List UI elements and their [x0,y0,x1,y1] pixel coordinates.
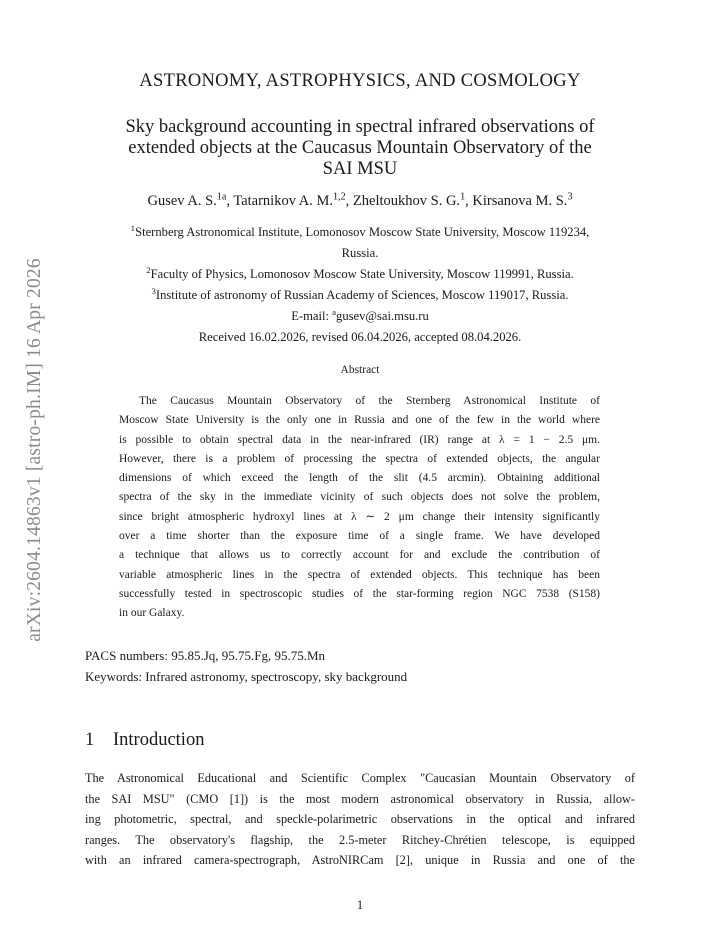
email-label: E-mail: [291,309,333,323]
abstract-line: since bright atmospheric hydroxyl lines at λ ∼ 2 μm change their intensity significantly [119,510,600,523]
abstract-heading: Abstract [340,364,380,376]
abstract-line: dimensions of which exceed the length of the slit (4.5 arcmin). Obtaining additional [119,472,600,485]
submission-dates: Received 16.02.2026, revised 06.04.2026, accepted 08.04.2026. [198,330,522,344]
affiliation-mark: 2 [146,265,151,276]
author-name: Tatarnikov A. M. [233,193,334,209]
section-title: Introduction [113,730,205,750]
section-number: 1 [85,730,95,750]
abstract-line: a technique that allows us to correctly account for and exclude the contribution of [119,549,600,562]
email-mark: a [332,307,337,318]
title-line: SAI MSU [322,159,398,179]
introduction-paragraph [85,768,635,871]
affiliation-text: Sternberg Astronomical Institute, Lomonosov Moscow State University, Moscow 119234, [135,225,590,239]
affiliation-mark: 3 [151,286,156,297]
affiliation-1 [80,222,640,264]
title-line: extended objects at the Caucasus Mountain Observatory of the [128,138,592,158]
body-line: the SAI MSU" (CMO [1]) is the most modern astronomical observatory in Russia, allow- [85,791,635,806]
author-name: Gusev A. S. [147,193,217,209]
body-line: The Astronomical Educational and Scientific Complex "Caucasian Mountain Observatory of [85,771,635,785]
section-heading [85,730,204,751]
affiliation-mark: 1 [130,223,136,234]
pacs-numbers: PACS numbers: 95.85.Jq, 95.75.Fg, 95.75.Mn [85,648,326,663]
author-affiliation-mark: 1,2 [333,191,346,203]
affiliation-2 [80,264,640,285]
arxiv-identifier [18,230,52,670]
body-line: ing photometric, spectral, and speckle-polarimetric observations in the optical and infrared [85,812,635,826]
abstract-line: However, there is a problem of processing the spectra of extended objects, the angular [119,452,600,465]
abstract-line: Moscow State University is the only one in Russia and one of the few in the world where [119,414,600,427]
author-name: Zheltoukhov S. G. [352,193,461,209]
abstract-line: over a time shorter than the exposure time of a single frame. We have developed [119,530,600,543]
author-name: Kirsanova M. S. [472,193,568,209]
affiliation-3 [80,285,640,306]
abstract-line: The Caucasus Mountain Observatory of the Sternberg Astronomical Institute of [139,395,600,407]
affiliation-text: Russia. [341,246,379,260]
body-line: with an infrared camera-spectrograph, AstroNIRCam [2], unique in Russia and one of the [85,853,635,867]
page-number: 1 [356,898,364,912]
abstract-line: successfully tested in spectroscopic studies of the star-forming region NGC 7538 (S158) [119,587,600,600]
body-line: ranges. The observatory's flagship, the 2.5-meter Ritchey-Chrétien telescope, is equipped [85,832,635,847]
abstract-line: variable atmospheric lines in the spectra of extended objects. This technique has been [119,568,600,581]
abstract-line: spectra of the sky in the immediate vicinity of such objects does not solve the problem, [119,491,600,504]
author-affiliation-mark: 1 [460,191,466,203]
abstract-line: is possible to obtain spectral data in the near-infrared (IR) range at λ = 1 − 2.5 μm. [119,433,600,446]
keywords: Keywords: Infrared astronomy, spectroscopy, sky background [85,669,408,684]
email-address[interactable]: gusev@sai.msu.ru [336,309,429,323]
abstract-line: in our Galaxy. [119,607,185,620]
abstract-body [119,392,600,624]
author-affiliation-mark: 3 [567,191,573,203]
paper-title [80,117,640,180]
affiliation-text: Institute of astronomy of Russian Academy of Sciences, Moscow 119017, Russia. [155,288,569,302]
author-list: Gusev A. S.$^{1a}$, Tatarnikov A. M.$^{1,2}$, Zheltoukhov S. G.$^1$, Kirsanova M. S.$^3$ [147,191,573,209]
arxiv-identifier-text: arXiv:2604.14863v1 [astro-ph.IM] 16 Apr 2026 [24,258,45,642]
journal-section-label: ASTRONOMY, ASTROPHYSICS, AND COSMOLOGY [139,71,581,91]
author-affiliation-mark: 1a [216,191,227,203]
contact-email [80,306,640,327]
affiliation-text: Faculty of Physics, Lomonosov Moscow State University, Moscow 119991, Russia. [150,267,574,281]
title-line: Sky background accounting in spectral infrared observations of [125,117,595,137]
